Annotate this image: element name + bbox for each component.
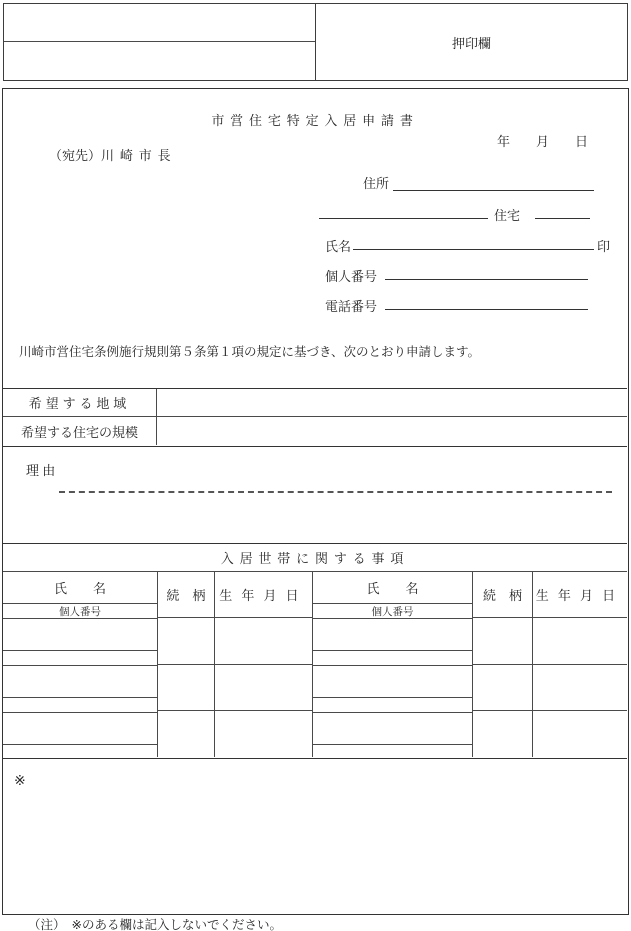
- household-col-relationship-right: [473, 572, 533, 757]
- declaration-text: 川崎市営住宅条例施行規則第５条第１項の規定に基づき、次のとおり申請します。: [19, 345, 481, 359]
- housing-label: 住宅: [494, 208, 521, 223]
- household-col-birthdate-right: [533, 572, 627, 757]
- name-line[interactable]: [353, 233, 594, 250]
- member-relationship-cell[interactable]: [473, 711, 532, 757]
- member-birthdate-cell[interactable]: [533, 665, 627, 711]
- office-use-mark: ※: [14, 774, 26, 789]
- name-header-cell: [3, 572, 157, 619]
- personal-number-label: 個人番号: [325, 269, 378, 284]
- form-title: 市営住宅特定入居申請書: [211, 113, 419, 128]
- member-relationship-cell[interactable]: [158, 618, 214, 664]
- addressee-name: 川崎市長: [101, 148, 177, 163]
- preference-table: [3, 388, 627, 447]
- member-name-cell[interactable]: [313, 713, 472, 759]
- member-relationship-cell[interactable]: [158, 711, 214, 757]
- household-col-relationship-left: [158, 572, 215, 757]
- birthdate-header: 生年月日: [219, 588, 308, 604]
- household-table: [3, 543, 627, 759]
- application-form-body: [2, 88, 629, 915]
- household-section-title: 入居世帯に関する事項: [220, 551, 410, 566]
- date-line: 年 月 日: [496, 134, 588, 149]
- birthdate-header-cell: [215, 572, 312, 618]
- member-relationship-cell[interactable]: [158, 665, 214, 711]
- member-birthdate-cell[interactable]: [215, 618, 312, 664]
- member-birthdate-cell[interactable]: [533, 618, 627, 664]
- relationship-header: 続 柄: [166, 588, 206, 604]
- name-label: 氏名: [325, 239, 352, 254]
- preferred-area-value[interactable]: [157, 389, 627, 416]
- member-name-cell[interactable]: [313, 619, 472, 666]
- personal-number-line[interactable]: [385, 263, 588, 280]
- blank-cell-bottom[interactable]: [4, 42, 315, 79]
- preferred-size-value[interactable]: [157, 417, 627, 445]
- relationship-header: 続 柄: [482, 588, 522, 604]
- housing-name-line[interactable]: [319, 202, 488, 219]
- household-col-name-right: [313, 572, 473, 757]
- seal-mark: 印: [597, 239, 611, 254]
- preferred-area-label: 希望する地域: [28, 396, 131, 411]
- member-name-cell[interactable]: [3, 713, 157, 759]
- name-header-cell: [313, 572, 472, 619]
- personal-number-header: 個人番号: [371, 606, 414, 618]
- relationship-header-cell: [473, 572, 532, 618]
- top-left-box: [3, 3, 316, 81]
- phone-label: 電話番号: [325, 299, 378, 314]
- blank-cell-top[interactable]: [4, 4, 315, 42]
- household-col-birthdate-left: [215, 572, 313, 757]
- reason-label: 理 由: [26, 463, 56, 478]
- name-header: 氏 名: [53, 581, 106, 596]
- seal-box-label: 押印欄: [451, 35, 491, 51]
- name-header: 氏 名: [366, 581, 419, 596]
- member-name-cell[interactable]: [313, 666, 472, 713]
- footer-note: [28, 915, 282, 931]
- preferred-area-row: [3, 389, 627, 417]
- preferred-size-label: 希望する住宅の規模: [20, 424, 138, 440]
- preferred-size-row: [3, 417, 627, 445]
- addressee-prefix: （宛先）: [49, 148, 102, 163]
- footer-note-prefix: （注）: [28, 918, 66, 931]
- seal-box[interactable]: [315, 3, 628, 81]
- housing-number-line[interactable]: [535, 202, 590, 219]
- member-name-cell[interactable]: [3, 619, 157, 666]
- personal-number-header: 個人番号: [59, 606, 101, 618]
- member-name-cell[interactable]: [3, 666, 157, 713]
- address-label: 住所: [363, 176, 390, 191]
- birthdate-header-cell: [533, 572, 627, 618]
- member-birthdate-cell[interactable]: [215, 711, 312, 757]
- member-relationship-cell[interactable]: [473, 618, 532, 664]
- member-relationship-cell[interactable]: [473, 665, 532, 711]
- addressee: [49, 145, 176, 164]
- reason-field[interactable]: [3, 447, 627, 543]
- office-use-area: [3, 759, 627, 913]
- birthdate-header: 生年月日: [535, 588, 625, 604]
- member-birthdate-cell[interactable]: [533, 711, 627, 757]
- household-col-name-left: [3, 572, 158, 757]
- relationship-header-cell: [158, 572, 214, 618]
- footer-note-text: ※のある欄は記入しないでください。: [71, 918, 282, 931]
- phone-line[interactable]: [385, 293, 588, 310]
- address-line[interactable]: [393, 173, 594, 191]
- member-birthdate-cell[interactable]: [215, 665, 312, 711]
